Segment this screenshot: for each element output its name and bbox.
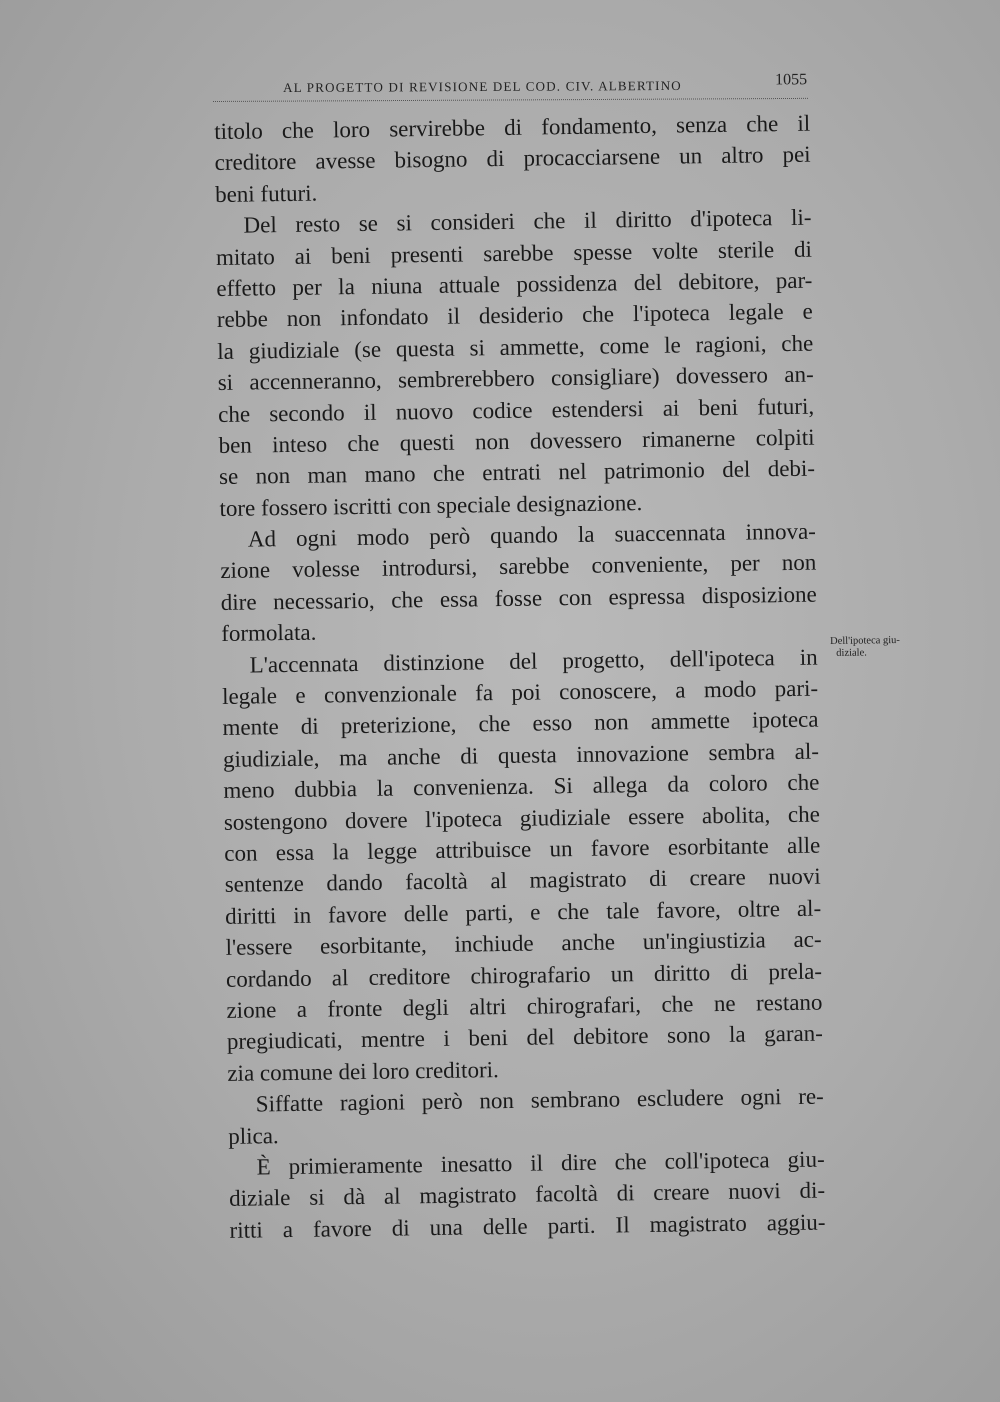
paragraph-start: Ad ogni modo però quando la suaccennata innova- [247,518,817,552]
text-line: sostengono dovere l'ipoteca giudiziale essere abolita, che [223,801,820,835]
text-line: plica. [228,1122,279,1149]
text-line: che secondo il nuovo codice estendersi ai beni futuri, [217,393,815,427]
text-line: creditore avesse bisogno di procacciarsene un altro pei [214,142,811,176]
text-line: si accenneranno, sembrerebbero consigliare) dovessero an- [217,361,814,396]
header-divider [213,98,808,102]
text-line: l'essere esorbitante, inchiude anche un'ingiustizia ac- [225,926,822,961]
text-line: zione a fronte degli altri chirografari, che ne restano [226,989,823,1023]
text-line: tore fossero iscritti con speciale designazione. [219,489,643,521]
text-line: beni futuri. [214,180,318,207]
text-line: sentenze dando facoltà al magistrato di creare nuovi [224,863,821,898]
text-line: dire necessario, che essa fosse con espressa disposizione [220,581,817,615]
text-line: formolata. [221,619,317,647]
paragraph-start: L'accennata distinzione del progetto, dell'ipoteca in [249,644,818,678]
text-line: diziale si dà al magistrato facoltà di creare nuovi di- [228,1177,826,1212]
text-line: la giudiziale (se questa si ammette, come le ragioni, che [217,330,814,364]
running-header [283,69,807,94]
margin-note-line: Dell'ipoteca giu- [830,635,900,647]
text-line: giudiziale, ma anche di questa innovazione sembra al- [222,738,820,772]
text-line: meno dubbia la convenienza. Si allega da coloro che [223,769,820,804]
body-text [214,108,826,1246]
running-title: AL PROGETTO DI REVISIONE DEL COD. CIV. ALBERTINO [283,77,682,95]
text-line: rebbe non infondato il desiderio che l'ipoteca legale e [216,299,813,333]
paragraph-start: È primieramente inesatto il dire che coll'ipoteca giu- [256,1146,825,1180]
text-line: ritti a favore di una delle parti. Il magistrato aggiu- [229,1209,826,1243]
text-line: effetto per la niuna attuale possidenza del debitore, par- [216,267,813,301]
text-line: zia comune dei loro creditori. [227,1056,499,1086]
text-line: titolo che loro servirebbe di fondamento, senza che il [214,110,811,144]
paragraph-start: Del resto se si consideri che il diritto d'ipoteca li- [243,204,812,238]
text-line: con essa la legge attribuisce un favore esorbitante alle [224,832,821,866]
text-line: diritti in favore delle parti, e che tale favore, oltre al- [224,895,822,929]
paragraph-start: Siffatte ragioni però non sembrano escludere ogni re- [255,1083,824,1117]
margin-note [830,634,940,660]
text-line: cordando al creditore chirografario un diritto di prela- [225,958,823,992]
text-line: pregiudicati, mentre i beni del debitore sono la garan- [226,1020,824,1055]
text-line: mitato ai beni presenti sarebbe spesse volte sterile di [215,236,813,270]
text-line: mente di preterizione, che esso non ammette ipoteca [222,707,819,741]
text-line: ben inteso che questi non dovessero rimanerne colpiti [218,424,815,458]
text-line: zione volesse introdursi, sarebbe conveniente, per non [220,550,817,584]
text-line: se non man mano che entrati nel patrimonio del debi- [218,455,816,490]
margin-note-line: diziale. [836,647,867,659]
page-number: 1055 [775,71,808,89]
text-line: legale e convenzionale fa poi conoscere, a modo pari- [221,675,819,709]
